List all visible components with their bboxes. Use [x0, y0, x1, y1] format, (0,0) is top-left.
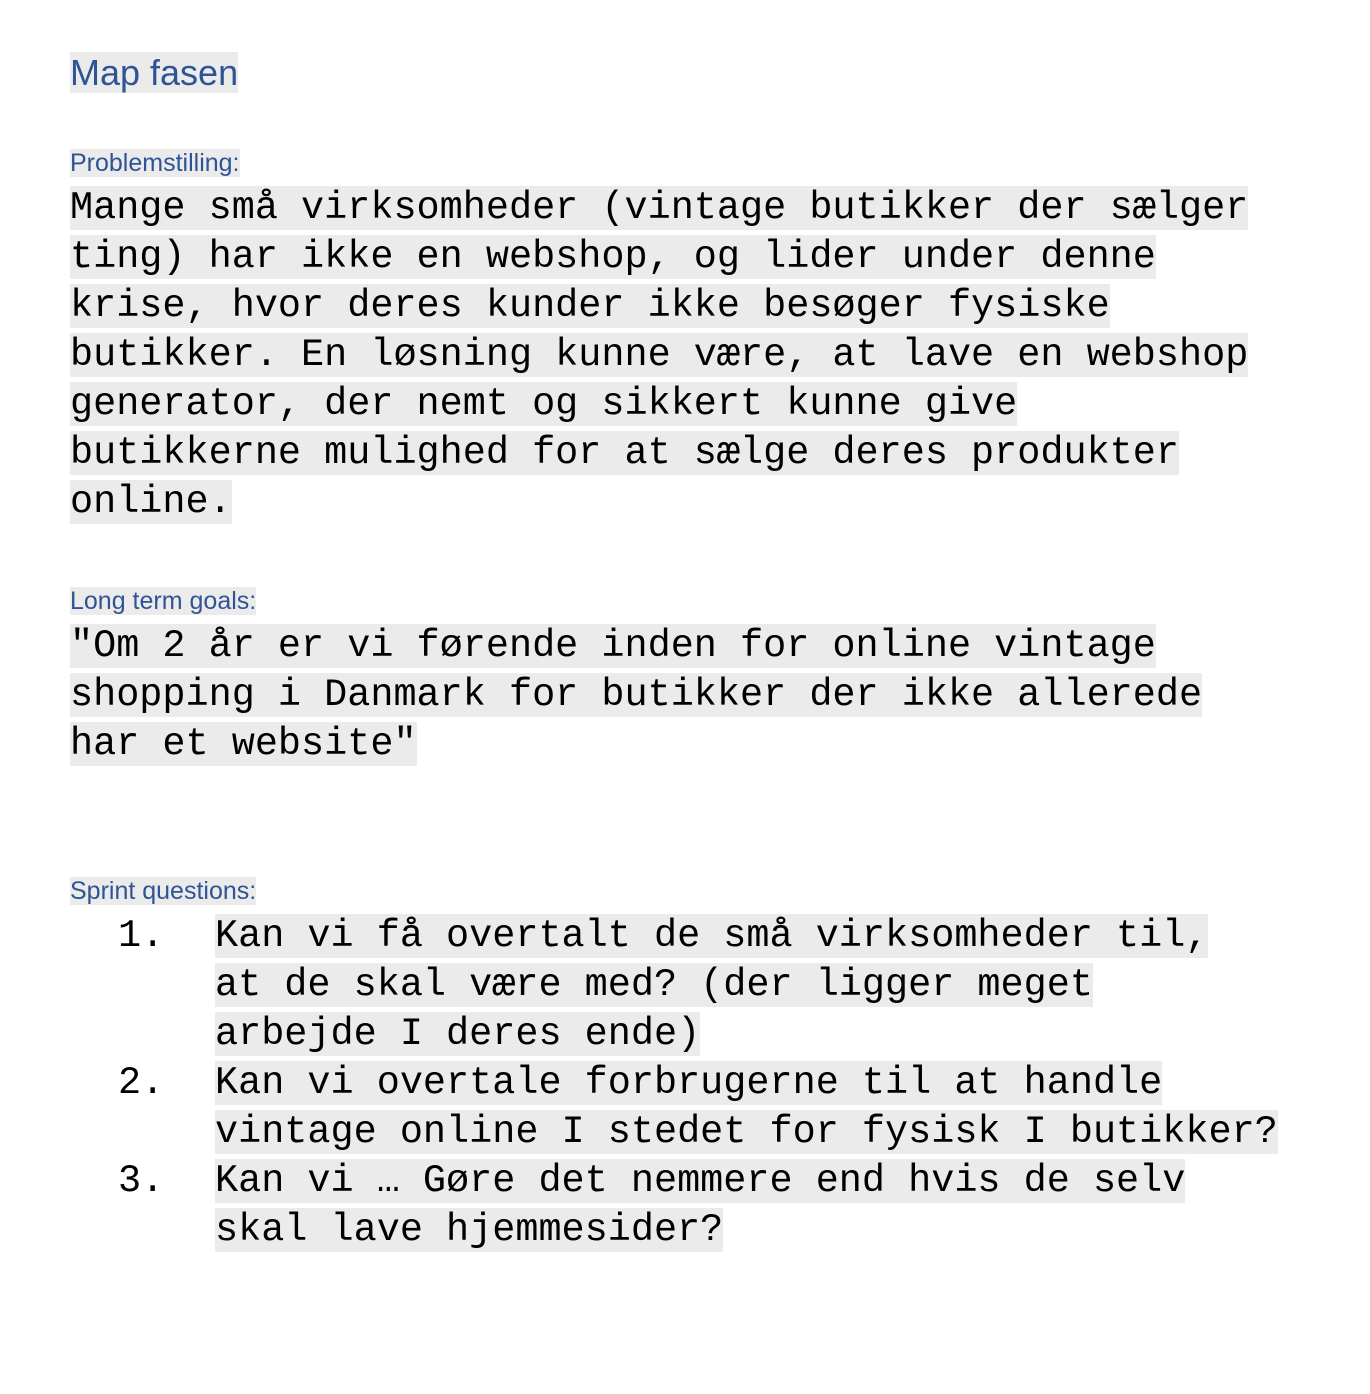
list-item-text: Kan vi … Gøre det nemmere end hvis de selv skal lave hjemmesider?: [215, 1159, 1186, 1252]
list-item-text-wrap: [215, 1157, 1215, 1255]
list-item-text: Kan vi få overtalt de små virksomheder til, at de skal være med? (der ligger meget arbejde I deres ende): [215, 914, 1209, 1056]
goals-paragraph: [70, 622, 1220, 769]
goals-text: "Om 2 år er vi førende inden for online vintage shopping i Danmark for butikker der ikke allerede har et website": [70, 624, 1203, 766]
problem-paragraph: [70, 184, 1270, 527]
document-title: [70, 46, 238, 100]
list-item: [70, 1059, 1295, 1157]
problem-heading-text: Problemstilling:: [70, 149, 240, 177]
goals-section: [70, 580, 1300, 769]
list-item-number: 2.: [118, 1061, 165, 1105]
questions-list: [70, 912, 1300, 1255]
problem-section: [70, 142, 1300, 527]
problem-heading: [70, 142, 1300, 184]
list-item-number: 1.: [118, 914, 165, 958]
problem-text: Mange små virksomheder (vintage butikker der sælger ting) har ikke en webshop, og lider under denne krise, hvor deres kunder ikke besøger fysiske butikker. En løsning kunne være, at lave en webshop generator, der nemt og sikkert kunne give butikkerne mulighed for at sælge deres produkter online.: [70, 186, 1249, 524]
goals-heading: [70, 580, 1300, 622]
list-item-text: Kan vi overtale forbrugerne til at handle vintage online I stedet for fysisk I butikker?: [215, 1061, 1278, 1154]
list-item-text-wrap: [215, 912, 1225, 1059]
list-item: [70, 1157, 1295, 1255]
list-item-number: 3.: [118, 1159, 165, 1203]
document-title-text: Map fasen: [70, 52, 239, 93]
questions-heading-text: Sprint questions:: [70, 877, 257, 905]
list-item: [70, 912, 1295, 1059]
questions-heading: [70, 870, 1300, 912]
questions-section: [70, 870, 1300, 1255]
goals-heading-text: Long term goals:: [70, 587, 257, 615]
list-item-text-wrap: [215, 1059, 1285, 1157]
